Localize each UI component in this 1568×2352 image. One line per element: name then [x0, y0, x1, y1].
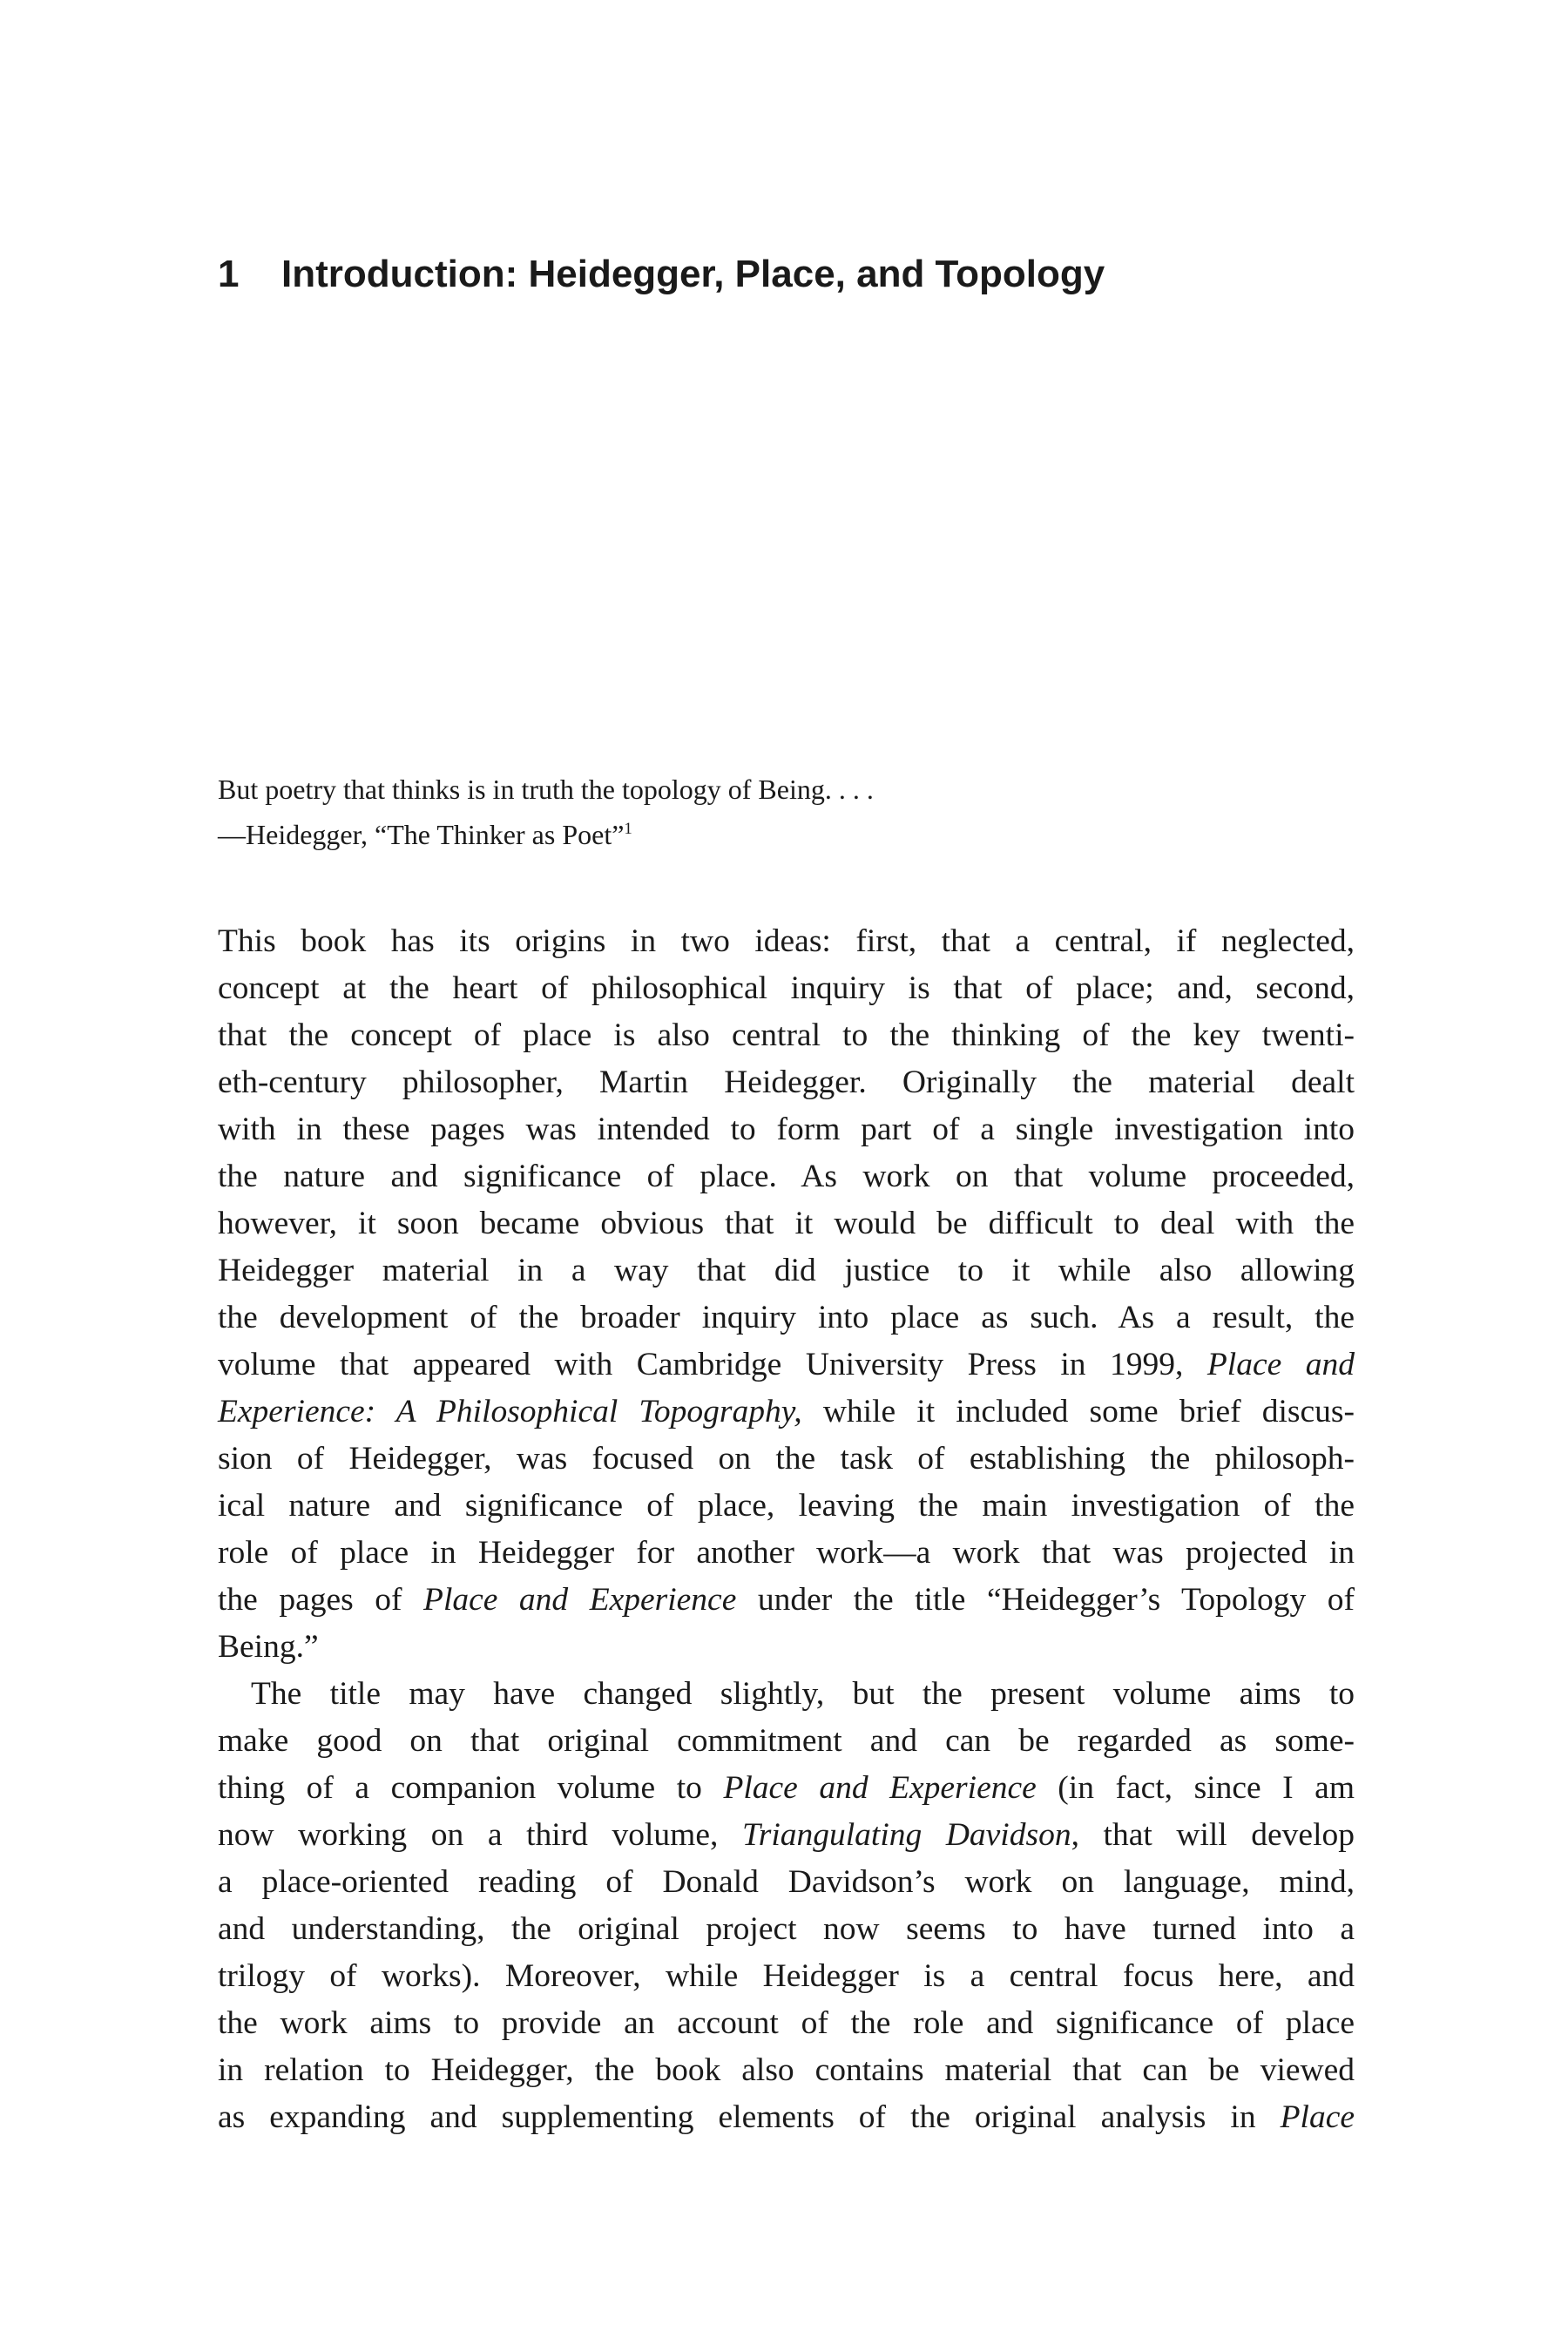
footnote-reference: 1 — [624, 820, 632, 838]
chapter-heading — [218, 248, 1437, 301]
text-line: a place-oriented reading of Donald Davidson’s work on language, mind, — [218, 1864, 1355, 1900]
text-line: however, it soon became obvious that it would be difficult to deal with the — [218, 1206, 1355, 1241]
epigraph-attribution-line — [218, 812, 1350, 857]
text-line — [218, 1812, 1355, 1859]
epigraph — [218, 767, 1350, 857]
text-line: This book has its origins in two ideas: first, that a central, if neglected, — [218, 923, 1355, 959]
text-line: in relation to Heidegger, the book also contains material that can be viewed — [218, 2052, 1355, 2088]
text-segment: while it included some brief discus- — [822, 1394, 1355, 1429]
chapter-number: 1 — [218, 253, 240, 295]
text-line: trilogy of works). Moreover, while Heidegger is a central focus here, and — [218, 1958, 1355, 1994]
text-segment: as expanding and supplementing elements of the original analysis in — [218, 2099, 1256, 2135]
text-line: the work aims to provide an account of the role and significance of place — [218, 2005, 1355, 2041]
text-line — [218, 1577, 1355, 1624]
book-title: Triangulating Davidson — [741, 1817, 1071, 1853]
text-line: concept at the heart of philosophical inquiry is that of place; and, second, — [218, 970, 1355, 1006]
text-segment: the pages of — [218, 1582, 402, 1618]
epigraph-attribution: —Heidegger, “The Thinker as Poet” — [218, 819, 625, 850]
text-line: that the concept of place is also central to the thinking of the key twenti- — [218, 1017, 1355, 1053]
book-title: Experience: A Philosophical Topography, — [218, 1394, 802, 1429]
epigraph-quote: But poetry that thinks is in truth the topology of Being. . . . — [218, 774, 874, 805]
book-title: Place and — [1206, 1347, 1355, 1382]
text-line: and understanding, the original project now seems to have turned into a — [218, 1911, 1355, 1947]
text-segment: under the title “Heidegger’s Topology of — [757, 1582, 1355, 1618]
text-line: make good on that original commitment and can be regarded as some- — [218, 1723, 1355, 1759]
paragraph-2 — [218, 1671, 1355, 2141]
paragraph-1 — [218, 918, 1355, 1671]
body-text — [218, 918, 1355, 2141]
book-title: Place and Experience — [423, 1582, 737, 1618]
text-segment: volume that appeared with Cambridge University Press in 1999, — [218, 1347, 1184, 1382]
text-line: with in these pages was intended to form part of a single investigation into — [218, 1112, 1355, 1147]
text-line: the nature and significance of place. As work on that volume proceeded, — [218, 1159, 1355, 1194]
text-line: The title may have changed slightly, but the present volume aims to — [251, 1676, 1355, 1712]
text-line: sion of Heidegger, was focused on the task of establishing the philosoph- — [218, 1441, 1355, 1477]
text-line — [218, 2094, 1355, 2141]
text-segment: , that will develop — [1071, 1817, 1355, 1853]
text-line — [218, 1765, 1355, 1812]
book-title: Place — [1280, 2099, 1355, 2135]
text-line: the development of the broader inquiry into place as such. As a result, the — [218, 1300, 1355, 1335]
text-line: ical nature and significance of place, leaving the main investigation of the — [218, 1488, 1355, 1524]
text-line — [218, 1389, 1355, 1436]
chapter-title: Introduction: Heidegger, Place, and Topology — [281, 253, 1105, 295]
text-line: Being.” — [218, 1629, 319, 1665]
text-line: role of place in Heidegger for another work—a work that was projected in — [218, 1535, 1355, 1571]
text-line — [218, 1342, 1355, 1389]
book-title: Place and Experience — [723, 1770, 1037, 1806]
text-segment: now working on a third volume, — [218, 1817, 719, 1853]
text-segment: thing of a companion volume to — [218, 1770, 702, 1806]
text-segment: (in fact, since I am — [1058, 1770, 1355, 1806]
text-line: eth-century philosopher, Martin Heidegger. Originally the material dealt — [218, 1064, 1355, 1100]
text-line: Heidegger material in a way that did justice to it while also allowing — [218, 1253, 1355, 1288]
